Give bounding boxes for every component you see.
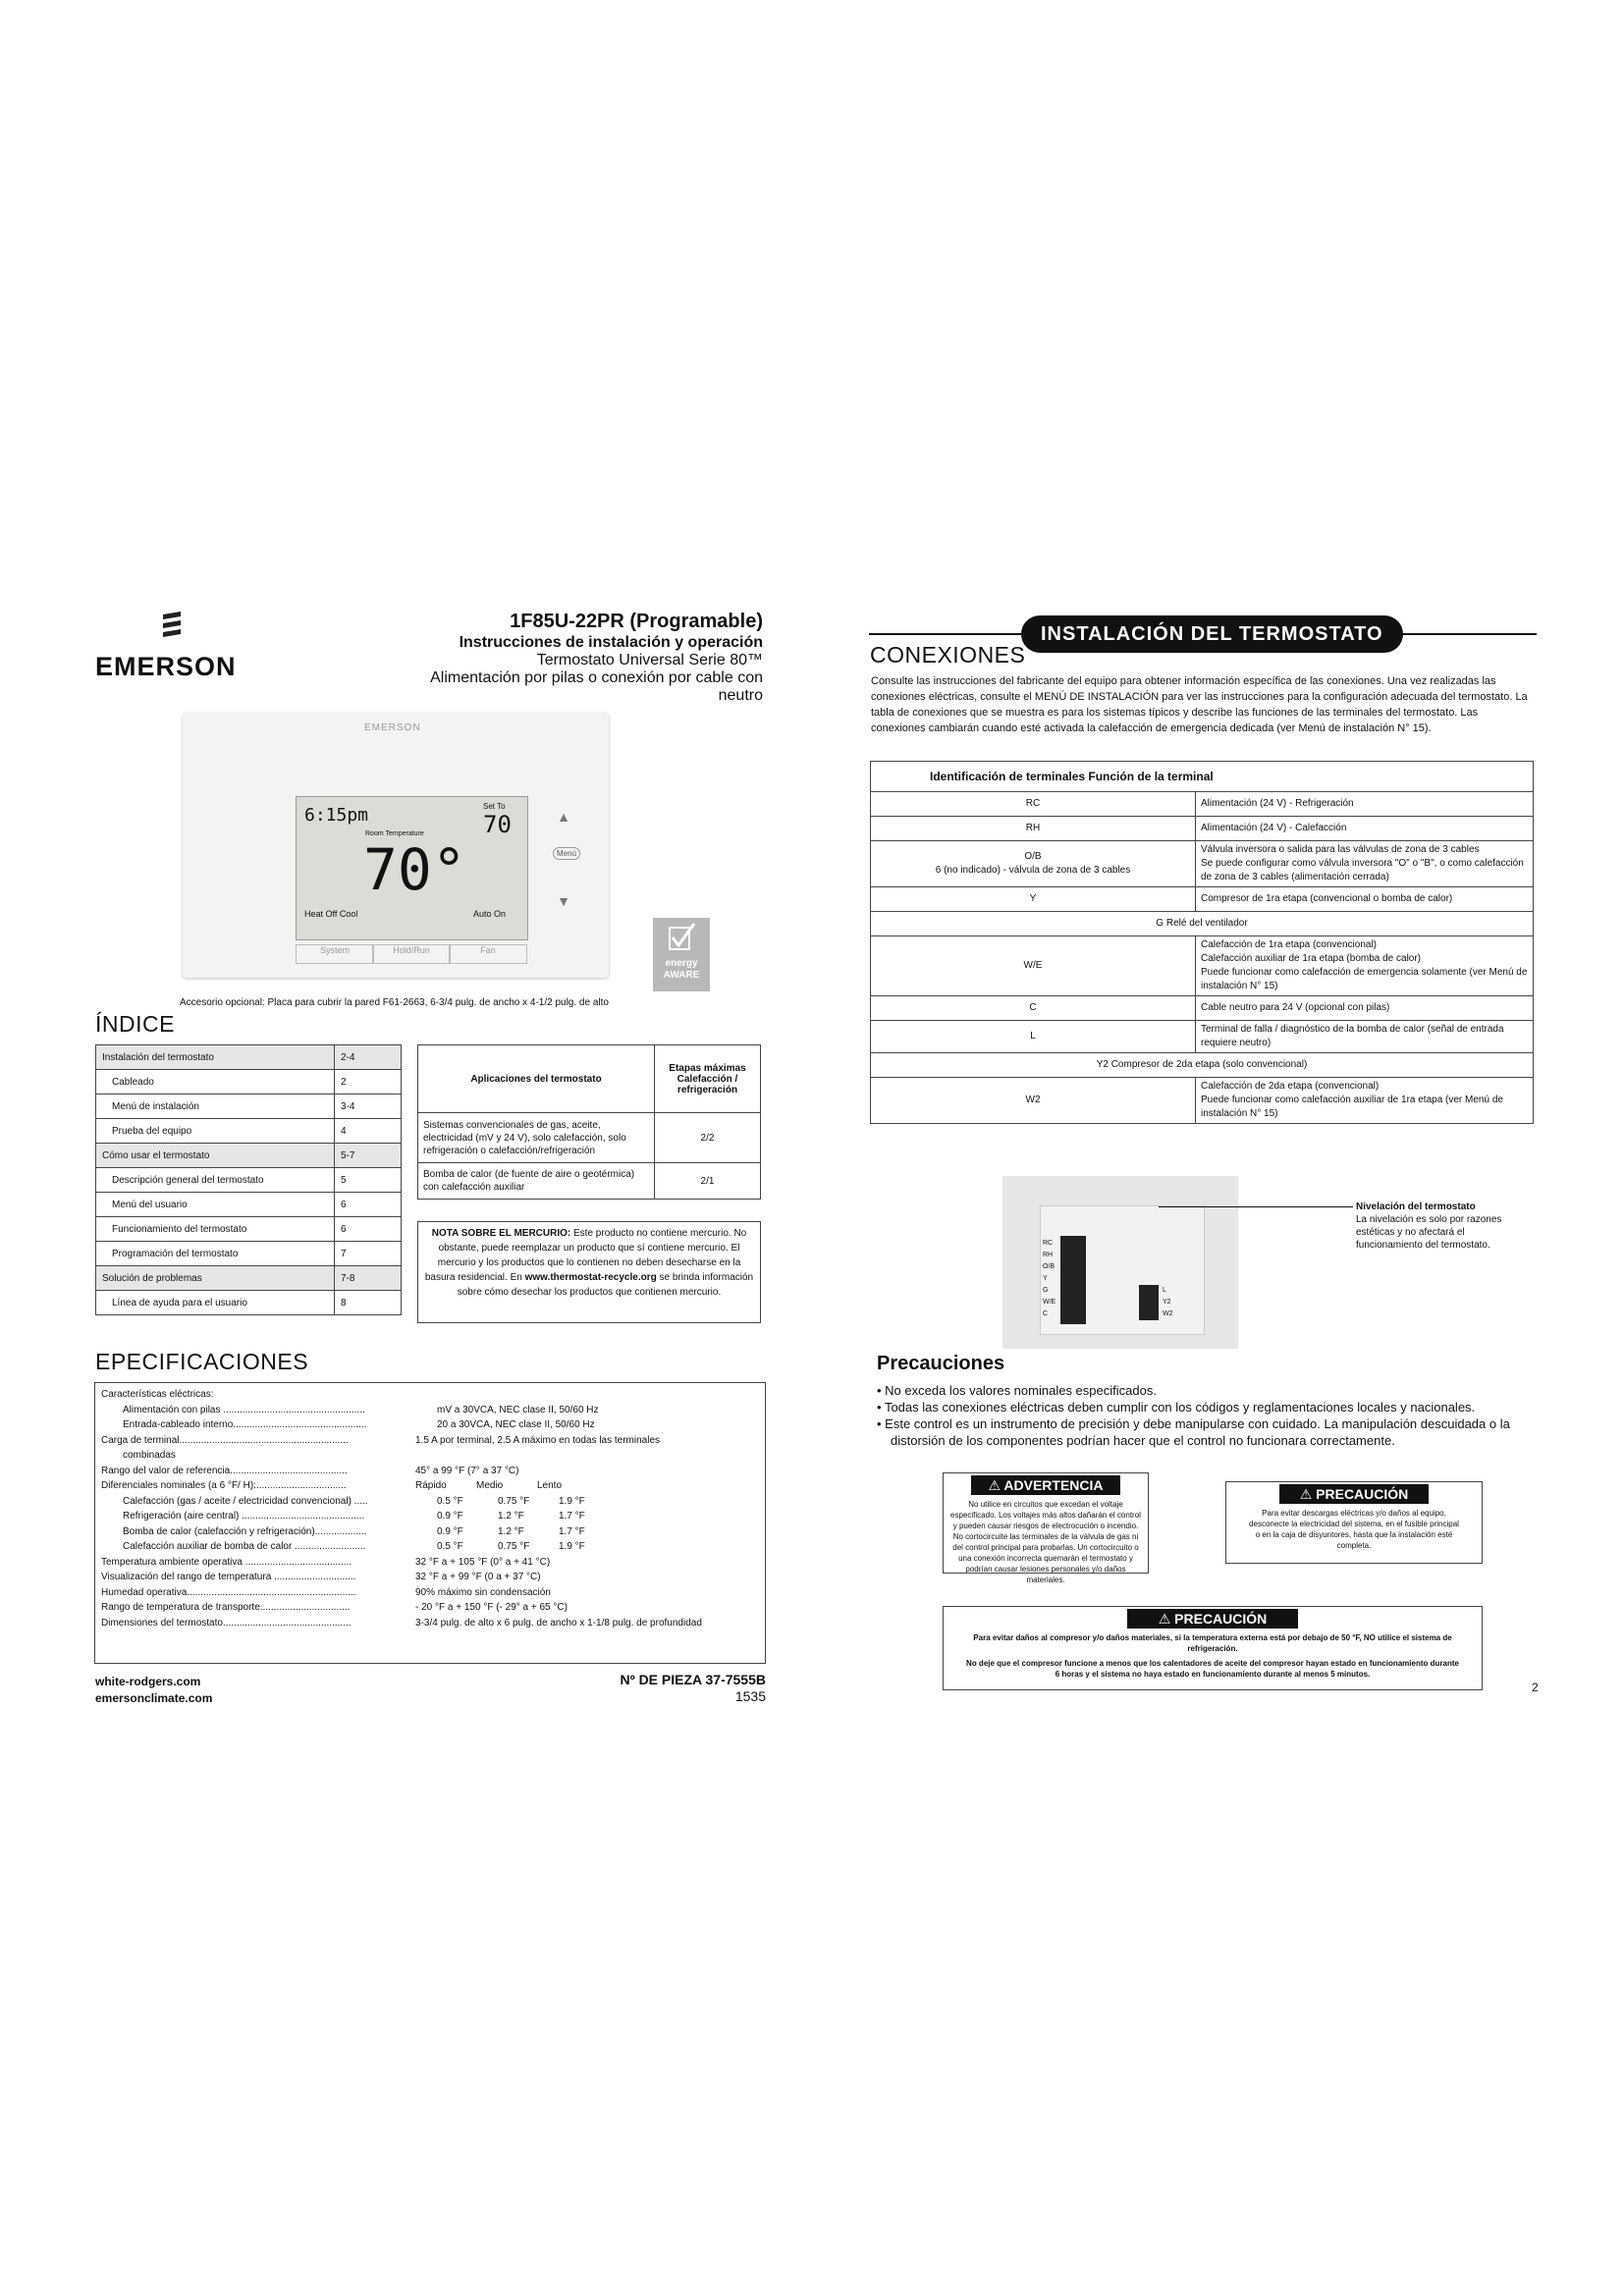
terminal-label: Y2	[1163, 1299, 1171, 1306]
warning-box	[943, 1472, 1149, 1584]
diff-label: Bomba de calor (calefacción y refrigeración)...................	[123, 1525, 367, 1537]
index-row	[96, 1095, 402, 1119]
diff-value: 1.2 °F	[498, 1525, 524, 1537]
compressor-caution-box	[943, 1606, 1483, 1690]
terminal-id: RC	[871, 792, 1196, 817]
terminal-table-header: Identificación de terminales Función de la terminal	[871, 762, 1534, 792]
leveling-title: Nivelación del termostato	[1356, 1201, 1476, 1212]
page-number: 2	[1532, 1681, 1539, 1694]
terminal-label: O/B	[1043, 1263, 1056, 1270]
leveling-text: La nivelación es solo por razones estéticas y no afectará el funcionamiento del termostato.	[1356, 1214, 1502, 1251]
spec-value: - 20 °F a + 150 °F (- 29° a + 65 °C)	[415, 1602, 568, 1613]
accessory-caption: Accesorio opcional: Placa para cubrir la pared F61-2663, 6-3/4 pulg. de ancho x 4-1/2 pulg. de alto	[180, 997, 609, 1008]
diff-value: 1.7 °F	[559, 1511, 585, 1522]
index-page: 3-4	[335, 1095, 402, 1119]
up-arrow-button[interactable]: ▲	[557, 809, 570, 825]
terminal-id: Y	[871, 887, 1196, 912]
applications-col2: Etapas máximas Calefacción / refrigeración	[655, 1045, 761, 1113]
index-page: 5-7	[335, 1144, 402, 1168]
wall-plate	[1040, 1205, 1205, 1335]
mercury-note-title: NOTA SOBRE EL MERCURIO:	[431, 1228, 571, 1239]
list-item: • Todas las conexiones eléctricas deben cumplir con los códigos y reglamentaciones locales y nacionales.	[877, 1400, 1476, 1415]
diff-header: Lento	[537, 1480, 563, 1491]
terminal-row	[871, 1078, 1534, 1124]
index-row	[96, 1242, 402, 1266]
terminal-label: W/E	[1043, 1299, 1056, 1306]
thermostat-image	[183, 713, 609, 978]
terminal-function: Compresor de 1ra etapa (convencional o bomba de calor)	[1196, 887, 1534, 912]
index-label: Funcionamiento del termostato	[96, 1217, 335, 1242]
spec-value: 20 a 30VCA, NEC clase II, 50/60 Hz	[437, 1419, 595, 1430]
terminal-id: L	[871, 1021, 1196, 1053]
display-set-to: 70	[483, 811, 512, 838]
index-label: Línea de ayuda para el usuario	[96, 1291, 335, 1315]
display-room-temp: 70°	[363, 836, 466, 903]
header-line-3: Alimentación por pilas o conexión por cable con	[430, 669, 763, 686]
specs-box	[94, 1382, 766, 1664]
diff-header: Medio	[476, 1480, 504, 1491]
terminal-function: Calefacción de 1ra etapa (convencional) Calefacción auxiliar de 1ra etapa (bomba de calor) Puede funcionar como calefacción de emergencia solamente (ver Menú de instalación N° 15)	[1196, 936, 1534, 996]
applications-row-value: 2/1	[655, 1163, 761, 1200]
terminal-label: W2	[1163, 1310, 1173, 1317]
spec-label: Temperatura ambiente operativa .......................................	[101, 1556, 352, 1568]
terminal-row	[871, 1021, 1534, 1053]
header-line-1: Instrucciones de instalación y operación	[459, 634, 763, 651]
index-label: Menú de instalación	[96, 1095, 335, 1119]
down-arrow-button[interactable]: ▼	[557, 893, 570, 909]
index-row	[96, 1217, 402, 1242]
caution-header: ⚠ PRECAUCIÓN	[1127, 1609, 1298, 1629]
spec-value: mV a 30VCA, NEC clase II, 50/60 Hz	[437, 1404, 599, 1415]
diff-label: Refrigeración (aire central) .............................................	[123, 1511, 365, 1522]
leveling-note	[1356, 1201, 1523, 1252]
diff-value: 1.9 °F	[559, 1495, 585, 1507]
spec-value: 90% máximo sin condensación	[415, 1586, 551, 1598]
warning-triangle-icon: ⚠	[988, 1477, 1001, 1493]
display-fan-mode: Auto On	[473, 909, 507, 919]
terminal-id: C	[871, 996, 1196, 1021]
checkmark-icon	[667, 922, 696, 955]
index-title: ÍNDICE	[95, 1011, 175, 1037]
index-label: Instalación del termostato	[96, 1045, 335, 1070]
footer-websites	[95, 1674, 212, 1707]
index-label: Cómo usar el termostato	[96, 1144, 335, 1168]
caution-header: ⚠ PRECAUCIÓN	[1279, 1484, 1429, 1504]
index-row	[96, 1291, 402, 1315]
terminal-id: RH	[871, 817, 1196, 841]
terminal-row	[871, 887, 1534, 912]
spec-label: Alimentación con pilas ....................................................	[123, 1404, 365, 1415]
recycle-link[interactable]: www.thermostat-recycle.org	[524, 1272, 657, 1283]
fan-button[interactable]: Fan	[449, 944, 527, 964]
system-button[interactable]: System	[296, 944, 374, 964]
spec-label: Rango de temperatura de transporte.................................	[101, 1602, 351, 1613]
index-page: 7-8	[335, 1266, 402, 1291]
index-row	[96, 1168, 402, 1193]
index-row	[96, 1070, 402, 1095]
precautions-list	[877, 1382, 1544, 1449]
spec-label: Diferenciales nominales (a 6 °F/ H):.................................	[101, 1480, 347, 1491]
diff-value: 1.9 °F	[559, 1541, 585, 1552]
display-mode: Heat Off Cool	[304, 909, 358, 919]
terminal-row	[871, 996, 1534, 1021]
spec-label: Rango del valor de referencia...........................................	[101, 1465, 348, 1476]
energy-aware-badge	[653, 918, 710, 991]
index-row	[96, 1193, 402, 1217]
hold-run-button[interactable]: Hold/Run	[372, 944, 451, 964]
website-link[interactable]: emersonclimate.com	[95, 1691, 213, 1705]
diff-value: 0.9 °F	[437, 1511, 463, 1522]
menu-button[interactable]: Menú	[553, 847, 580, 860]
index-page: 4	[335, 1119, 402, 1144]
index-page: 5	[335, 1168, 402, 1193]
terminal-id: G Relé del ventilador	[871, 912, 1534, 936]
index-label: Programación del termostato	[96, 1242, 335, 1266]
website-link[interactable]: white-rodgers.com	[95, 1675, 201, 1688]
diff-row	[101, 1494, 759, 1510]
model-title: 1F85U-22PR (Programable)	[510, 611, 763, 632]
spec-value: 32 °F a + 105 °F (0° a + 41 °C)	[415, 1556, 551, 1568]
diff-value: 1.2 °F	[498, 1511, 524, 1522]
spec-value: 45° a 99 °F (7° a 37 °C)	[415, 1465, 519, 1476]
diff-value: 0.75 °F	[498, 1495, 530, 1507]
terminal-function: Válvula inversora o salida para las válvulas de zona de 3 cables Se puede configurar como válvula inversora "O" o "B", o como calefacción de zona de 3 cables (alimentación cerrada)	[1196, 841, 1534, 887]
terminal-label: L	[1163, 1287, 1166, 1294]
index-label: Descripción general del termostato	[96, 1168, 335, 1193]
index-label: Menú del usuario	[96, 1193, 335, 1217]
terminal-id: O/B 6 (no indicado) - válvula de zona de 3 cables	[871, 841, 1196, 887]
index-label: Prueba del equipo	[96, 1119, 335, 1144]
diff-value: 0.9 °F	[437, 1525, 463, 1537]
header-subtitle	[351, 634, 763, 705]
terminal-row	[871, 912, 1534, 936]
terminal-id: W/E	[871, 936, 1196, 996]
section-banner: INSTALACIÓN DEL TERMOSTATO	[1021, 615, 1403, 653]
applications-col1: Aplicaciones del termostato	[418, 1045, 655, 1113]
index-row	[96, 1045, 402, 1070]
diff-label: Calefacción (gas / aceite / electricidad convencional) .....	[123, 1495, 368, 1507]
energy-aware-text: energy AWARE	[663, 958, 700, 981]
diff-header: Rápido	[415, 1480, 447, 1491]
applications-row-value: 2/2	[655, 1113, 761, 1163]
terminal-row	[871, 792, 1534, 817]
index-label: Cableado	[96, 1070, 335, 1095]
connections-intro: Consulte las instrucciones del fabricante del equipo para obtener información específica de las conexiones. Una vez realizadas las conexiones eléctricas, consulte el MENÚ DE INSTALACIÓN para ver las instrucciones para la configuración adecuada del termostato. La tabla de conexiones que se muestra es para los sistemas típicos y describe las funciones de las terminales del termostato. Las conexiones cambiarán cuando esté activada la calefacción de emergencia dedicada (ver Menú de instalación N° 15).	[871, 675, 1528, 734]
diff-value: 1.7 °F	[559, 1525, 585, 1537]
index-row	[96, 1266, 402, 1291]
applications-row-label: Sistemas convencionales de gas, aceite, electricidad (mV y 24 V), solo calefacción, solo refrigeración o calefacción/refrigeración	[418, 1113, 655, 1163]
caution-text: Para evitar descargas eléctricas y/o daños al equipo, desconecte la electricidad del sistema, en el fusible principal o en la caja de disyuntores, hasta que la instalación esté completa.	[1249, 1509, 1459, 1550]
spec-label: Carga de terminal..............................................................	[101, 1434, 349, 1446]
terminal-function: Alimentación (24 V) - Refrigeración	[1196, 792, 1534, 817]
spec-electrical: Características eléctricas:	[101, 1389, 214, 1400]
list-item: • No exceda los valores nominales especificados.	[877, 1383, 1157, 1398]
terminal-row	[871, 936, 1534, 996]
thermostat-brand: EMERSON	[364, 722, 421, 733]
diff-value: 0.75 °F	[498, 1541, 530, 1552]
spec-label: Entrada-cableado interno.................................................	[123, 1419, 367, 1430]
terminal-label: RH	[1043, 1252, 1054, 1258]
terminal-row	[871, 1053, 1534, 1078]
brand-logo: EMERSON	[95, 652, 237, 681]
warning-triangle-icon: ⚠	[1158, 1611, 1171, 1627]
applications-table	[417, 1044, 761, 1200]
header-line-4: neutro	[718, 687, 763, 704]
spec-value: 3-3/4 pulg. de alto x 6 pulg. de ancho x 1-1/8 pulg. de profundidad	[415, 1617, 702, 1629]
index-page: 6	[335, 1193, 402, 1217]
index-page: 8	[335, 1291, 402, 1315]
spec-label: Dimensiones del termostato...............................................	[101, 1617, 352, 1629]
diff-label: Calefacción auxiliar de bomba de calor ..........................	[123, 1541, 366, 1552]
diff-value: 0.5 °F	[437, 1541, 463, 1552]
emerson-logo-icon	[157, 611, 187, 642]
list-item: • Este control es un instrumento de precisión y debe manipularse con cuidado. La manipulación descuidada o la distorsión de los componentes podrían hacer que el control no funcionara correctamente.	[877, 1416, 1510, 1448]
terminal-id: W2	[871, 1078, 1196, 1124]
leveling-callout-line	[1159, 1206, 1353, 1207]
diff-row	[101, 1509, 759, 1524]
index-label: Solución de problemas	[96, 1266, 335, 1291]
header-line-2: Termostato Universal Serie 80™	[536, 652, 763, 668]
index-table	[95, 1044, 402, 1315]
specs-title: EPECIFICACIONES	[95, 1349, 309, 1374]
terminal-label: C	[1043, 1310, 1049, 1317]
terminal-label: RC	[1043, 1240, 1054, 1247]
diff-value: 0.5 °F	[437, 1495, 463, 1507]
index-page: 2	[335, 1070, 402, 1095]
display-set-to-label: Set To	[483, 802, 506, 811]
diff-row	[101, 1539, 759, 1555]
index-page: 7	[335, 1242, 402, 1266]
index-row	[96, 1119, 402, 1144]
thermostat-display	[296, 796, 528, 940]
terminal-label: G	[1043, 1287, 1049, 1294]
spec-label: Humedad operativa..............................................................	[101, 1586, 356, 1598]
diff-row	[101, 1524, 759, 1540]
footer-part	[579, 1672, 766, 1705]
part-code: 1535	[734, 1688, 766, 1704]
connections-title: CONEXIONES	[870, 642, 1026, 667]
terminal-label: Y	[1043, 1275, 1048, 1282]
warning-header: ⚠ ADVERTENCIA	[971, 1475, 1120, 1495]
terminal-table	[870, 761, 1534, 1124]
terminal-function: Cable neutro para 24 V (opcional con pilas)	[1196, 996, 1534, 1021]
mercury-note-text: Este producto no contiene mercurio. No obstante, puede reemplazar un producto que sí contiene mercurio. El mercurio y los productos que lo contienen no deben desecharse en la basura residencial.	[424, 1228, 747, 1283]
spec-value: 1.5 A por terminal, 2.5 A máximo en todas las terminales	[415, 1434, 661, 1446]
caution-line-2: No deje que el compresor funcione a menos que los calentadores de aceite del compresor hayan estado en funcionamiento durante 6 horas y el sistema no haya estado en funcionamiento durante al menos 5 minutos.	[966, 1659, 1459, 1679]
caution-box	[1225, 1481, 1483, 1564]
mercury-note-suffix: se brinda información sobre cómo desechar los productos que contienen mercurio.	[457, 1272, 754, 1298]
index-page: 6	[335, 1217, 402, 1242]
terminal-function: Calefacción de 2da etapa (convencional) Puede funcionar como calefacción auxiliar de 1ra etapa (ver Menú de instalación N° 15)	[1196, 1078, 1534, 1124]
display-time: 6:15pm	[304, 805, 369, 826]
terminal-id: Y2 Compresor de 2da etapa (solo convencional)	[871, 1053, 1534, 1078]
part-number: Nº DE PIEZA 37-7555B	[620, 1672, 766, 1687]
mercury-note-prefix: En	[510, 1272, 522, 1283]
applications-row-label: Bomba de calor (de fuente de aire o geotérmica) con calefacción auxiliar	[418, 1163, 655, 1200]
wiring-plate-image	[1002, 1176, 1238, 1349]
index-page: 2-4	[335, 1045, 402, 1070]
precautions-title: Precauciones	[877, 1353, 1005, 1374]
mercury-note	[417, 1221, 761, 1323]
terminal-block-right	[1139, 1285, 1159, 1320]
spec-label: Visualización del rango de temperatura ..............................	[101, 1572, 356, 1582]
caution-line-1: Para evitar daños al compresor y/o daños materiales, si la temperatura externa está por debajo de 50 °F, NO utilice el sistema de refrigeración.	[973, 1633, 1452, 1653]
display-room-label: Room Temperature	[365, 830, 424, 837]
spec-load-extra: combinadas	[123, 1450, 176, 1461]
spec-value: 32 °F a + 99 °F (0 a + 37 °C)	[415, 1572, 541, 1582]
terminal-function: Terminal de falla / diagnóstico de la bomba de calor (señal de entrada requiere neutro)	[1196, 1021, 1534, 1053]
warning-text: No utilice en circuitos que excedan el voltaje especificado. Los voltajes más altos dañarán el control y pueden causar riesgos de electrocución o incendio. No cortocircuite las terminales de la válvula de gas ni del control principal para probarlas. Un cortocircuito o una conexión incorrecta quemarán el termostato y podrían causar lesiones personales y/o daños materiales.	[950, 1500, 1141, 1584]
terminal-function: Alimentación (24 V) - Calefacción	[1196, 817, 1534, 841]
terminal-row	[871, 841, 1534, 887]
index-row	[96, 1144, 402, 1168]
warning-triangle-icon: ⚠	[1299, 1486, 1313, 1502]
terminal-block-left	[1060, 1236, 1086, 1324]
terminal-row	[871, 817, 1534, 841]
